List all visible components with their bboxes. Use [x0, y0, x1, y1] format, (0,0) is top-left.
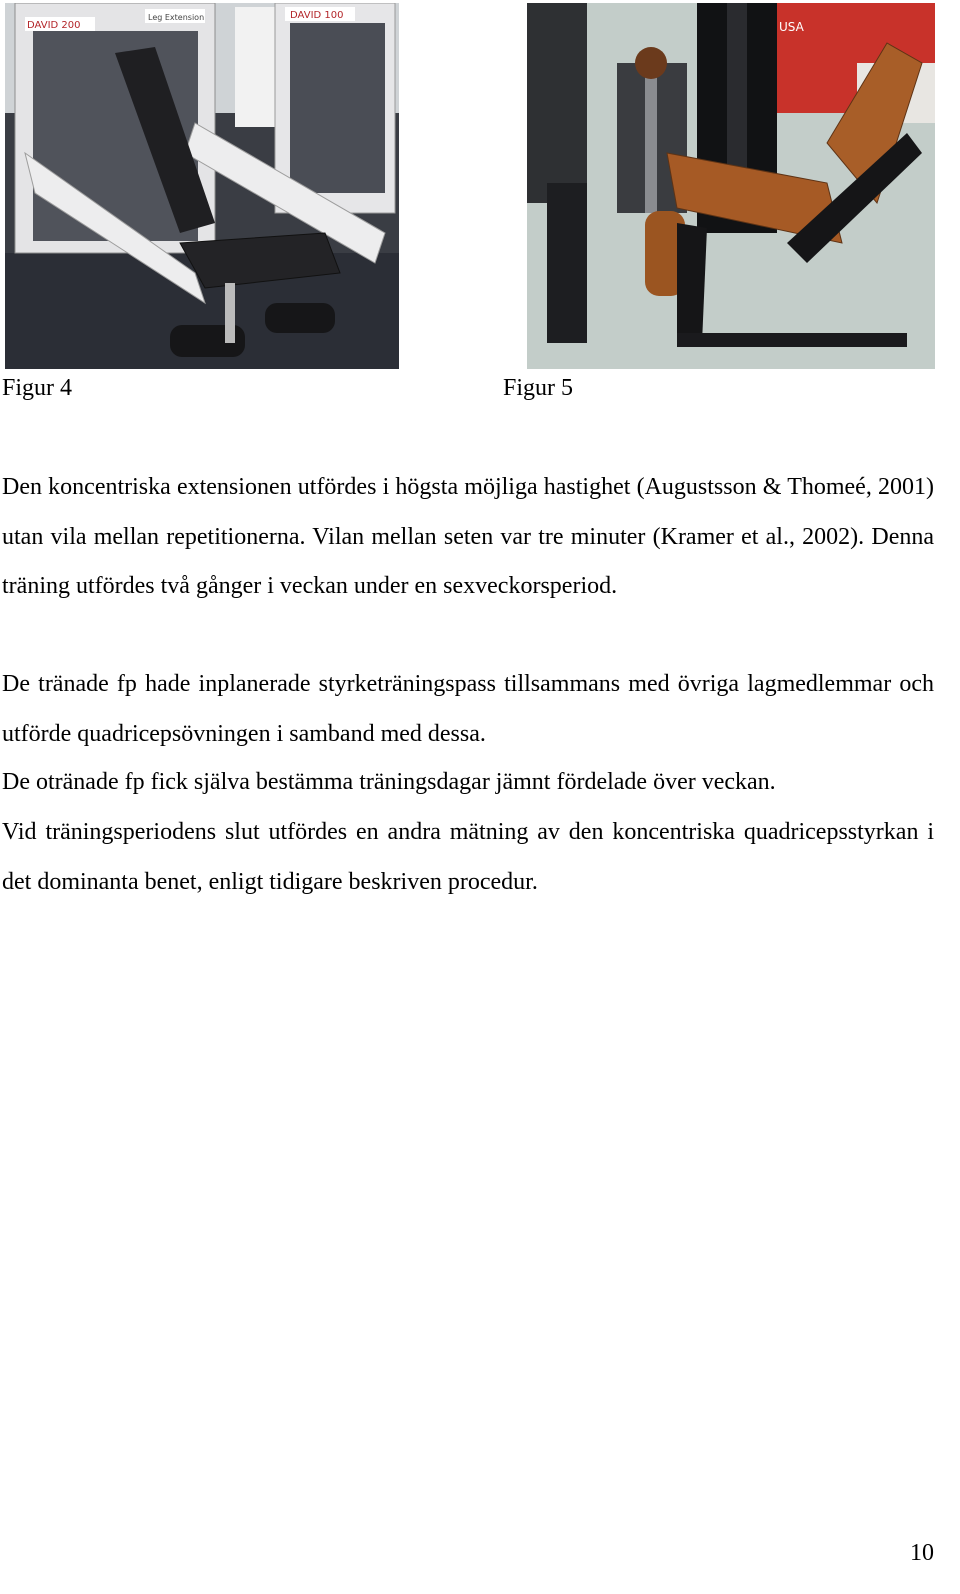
page-number: 10	[910, 1540, 934, 1566]
figure-5-caption: Figur 5	[503, 375, 574, 401]
leg-extension-machine-white-image	[5, 3, 399, 369]
paragraph-4: Vid träningsperiodens slut utfördes en andra mätning av den koncentriska quadricepsstyrkan i det dominanta benet, enligt tidigare beskriven procedur.	[2, 819, 934, 895]
usa-label: USA	[779, 20, 804, 34]
figure-4-caption: Figur 4	[2, 375, 73, 401]
figure-4-photo	[5, 3, 399, 369]
david-200-label: DAVID 200	[27, 20, 81, 31]
paragraph-2: De tränade fp hade inplanerade styrketräningspass tillsammans med övriga lagmedlemmar och utförde quadricepsövningen i samband med dessa.	[2, 671, 934, 747]
figure-5-photo	[527, 3, 935, 369]
leg-extension-label: Leg Extension	[148, 13, 205, 22]
leg-extension-machine-brown-image	[527, 3, 935, 369]
paragraph-1: Den koncentriska extensionen utfördes i högsta möjliga hastighet (Augustsson & Thomeé, 2001) utan vila mellan repetitionerna. Vilan mellan seten var tre minuter (Kramer et al., 2002). Denna träning utfördes två gånger i veckan under en sexveckorsperiod.	[2, 474, 934, 599]
david-100-label: DAVID 100	[290, 10, 344, 21]
paragraph-3: De otränade fp fick själva bestämma träningsdagar jämnt fördelade över veckan.	[2, 769, 776, 795]
